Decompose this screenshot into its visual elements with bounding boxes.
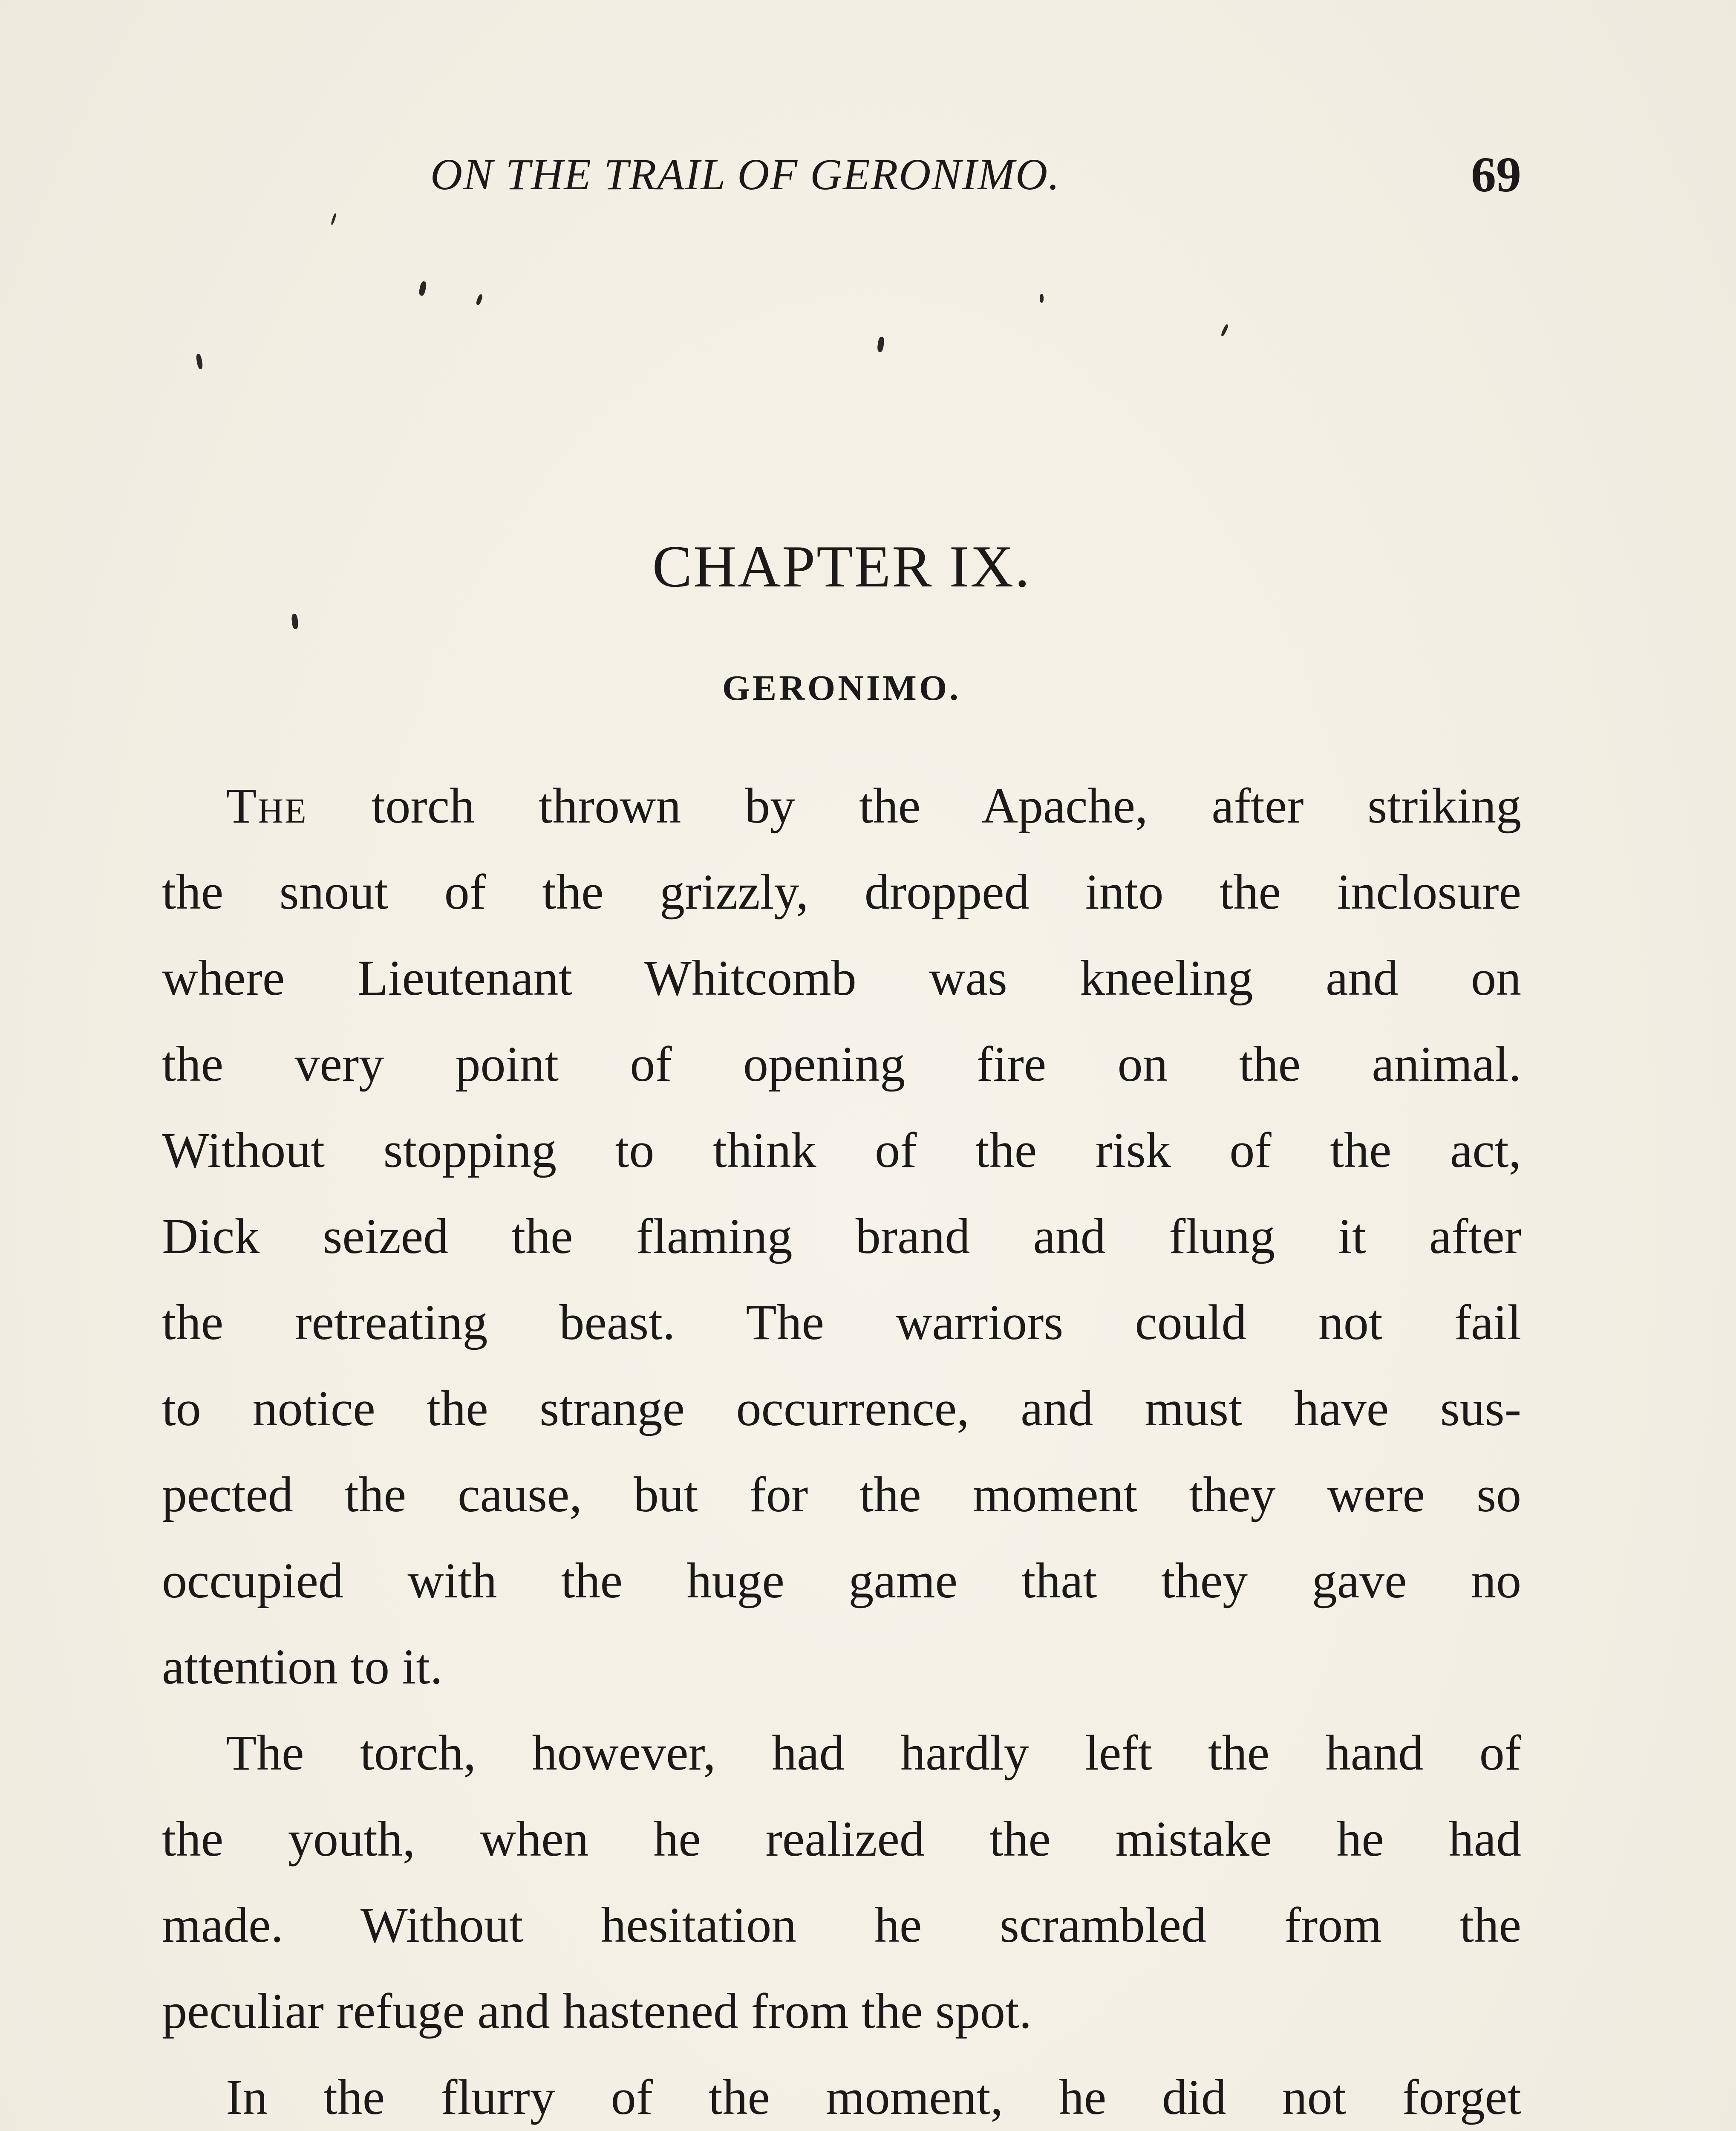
text-line: occupied with the huge game that they gave no: [162, 1553, 1521, 1608]
chapter-title: CHAPTER IX.: [652, 534, 1031, 600]
text-line-content: torch thrown by the Apache, after striking: [307, 778, 1521, 834]
text-line: [162, 763, 1521, 849]
ink-speck: [476, 294, 483, 306]
ink-speck: [1220, 324, 1229, 337]
ink-speck: [877, 336, 885, 352]
paragraph: [162, 2054, 1521, 2131]
ink-speck: [331, 213, 337, 225]
text-line: the snout of the grizzly, dropped into the inclosure: [162, 864, 1521, 920]
paragraph: [162, 763, 1521, 1710]
page-header: [162, 141, 1521, 209]
text-line: The torch, however, had hardly left the hand of: [226, 1725, 1521, 1781]
paragraph: [162, 1710, 1521, 2054]
text-line: In the flurry of the moment, he did not forget: [226, 2069, 1521, 2125]
text-line: Dick seized the flaming brand and flung it after: [162, 1208, 1521, 1264]
text-line: where Lieutenant Whitcomb was kneeling and on: [162, 950, 1521, 1006]
text-line: Without stopping to think of the risk of the act,: [162, 1122, 1521, 1178]
ink-speck: [291, 613, 299, 629]
text-line: the very point of opening fire on the animal.: [162, 1036, 1521, 1092]
text-line: made. Without hesitation he scrambled from the: [162, 1897, 1521, 1953]
ink-speck: [1040, 294, 1044, 303]
ink-speck: [196, 353, 203, 370]
text-line: the retreating beast. The warriors could not fail: [162, 1294, 1521, 1350]
ink-speck: [418, 281, 427, 296]
text-line: pected the cause, but for the moment they were so: [162, 1467, 1521, 1522]
body-text: [162, 763, 1521, 2131]
text-line: attention to it.: [162, 1639, 443, 1695]
chapter-subtitle: GERONIMO.: [722, 668, 961, 708]
page-number: 69: [1471, 147, 1521, 202]
text-line: the youth, when he realized the mistake he had: [162, 1811, 1521, 1867]
running-head: ON THE TRAIL OF GERONIMO.: [430, 150, 1061, 199]
drop-word: The: [226, 778, 308, 834]
text-line: peculiar refuge and hastened from the spot.: [162, 1983, 1032, 2039]
text-line: to notice the strange occurrence, and must have sus-: [162, 1380, 1521, 1436]
